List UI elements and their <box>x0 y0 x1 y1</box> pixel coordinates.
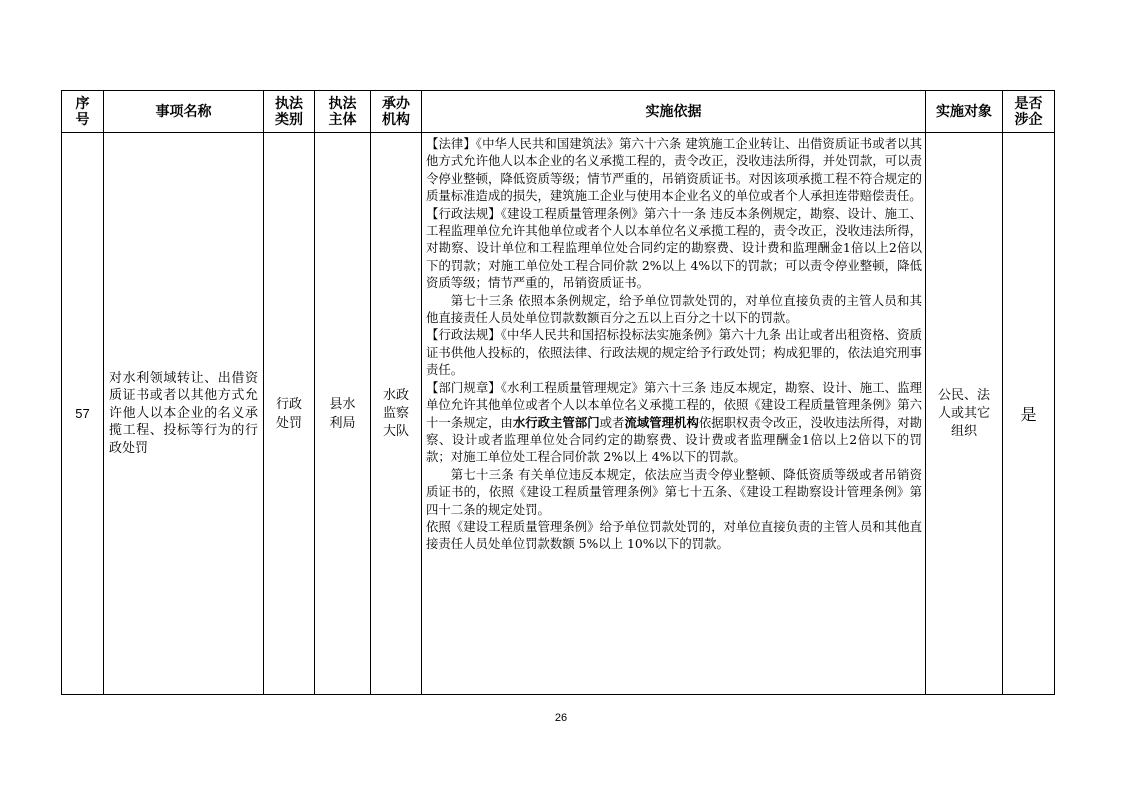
table-row <box>62 133 1055 695</box>
header-enterprise: 是否涉企 <box>1003 91 1055 133</box>
row-seq: 57 <box>62 133 104 695</box>
header-subject: 执法主体 <box>315 91 371 133</box>
basis-rule-text-d: 依据职权责令改正，没收违法所得，对勘察、设计或者监理单位处合同约定的勘察费、设计费或者监理酬金1倍以上2倍以下的罚款；对施工单位处工程合同价款 2%以上 4%以下的罚款。 <box>426 414 923 465</box>
table-header-row <box>62 91 1055 133</box>
row-agency: 水政监察大队 <box>371 133 422 695</box>
page-number: 26 <box>554 712 568 724</box>
basis-law-paragraph: 【法律】《中华人民共和国建筑法》第六十六条 建筑施工企业转让、出借资质证书或者以其他方式允许他人以本企业的名义承揽工程的，责令改正，没收违法所得，并处罚款，可以责令停业整顿，降低资质等级；情节严重的，吊销资质证书。对因该项承揽工程不符合规定的质量标准造成的损失，建筑施工企业与使用本企业名义的单位或者个人承担连带赔偿责任。 <box>426 136 922 204</box>
header-seq: 序号 <box>62 91 104 133</box>
basis-rule-bold-authority: 水行政主管部门 <box>512 414 600 430</box>
basis-regulation-paragraph: 【行政法规】《建设工程质量管理条例》第六十一条 违反本条例规定，勘察、设计、施工、工程监理单位允许其他单位或者个人以本单位名义承揽工程的，责令改正，没收违法所得，对勘察、设计单位和工程监理单位处合同约定的勘察费、设计费和监理酬金1倍以上2倍以下的罚款；对施工单位处工程合同价款 2%以上 4%以下的罚款；可以责令停业整顿，降低资质等级；情节严重的，吊销资质证书。 <box>426 205 922 291</box>
row-target: 公民、法人或其它组织 <box>926 133 1003 695</box>
enforcement-items-table <box>61 90 1055 695</box>
row-subject: 县水利局 <box>315 133 371 695</box>
basis-fine-paragraph: 依照《建设工程质量管理条例》给予单位罚款处罚的，对单位直接负责的主管人员和其他直接责任人员处单位罚款数额 5%以上 10%以下的罚款。 <box>426 518 922 552</box>
basis-departmental-rule-paragraph <box>426 379 922 466</box>
basis-rule-article-73-paragraph: 第七十三条 有关单位违反本规定，依法应当责令停业整顿、降低资质等级或者吊销资质证书的，依照《建设工程质量管理条例》第七十五条、《建设工程勘察设计管理条例》第四十二条的规定处罚。 <box>426 466 922 517</box>
header-basis: 实施依据 <box>422 91 926 133</box>
header-agency: 承办机构 <box>371 91 422 133</box>
basis-rule-text-a: 【部门规章】《水利工程质量管理规定》第六十三条 违反本规定，勘察、设计、施工、监理单位允许其他单位或者个人以本单位名义承揽工程的，依照《建设工程质量管理条例》第六十一条规定，由 <box>426 379 922 430</box>
header-target: 实施对象 <box>926 91 1003 133</box>
row-enterprise: 是 <box>1003 133 1055 695</box>
row-item-name: 对水利领域转让、出借资质证书或者以其他方式允许他人以本企业的名义承揽工程、投标等行为的行政处罚 <box>104 133 264 695</box>
basis-rule-bold-agency: 流域管理机构 <box>624 414 699 430</box>
row-basis <box>422 133 926 695</box>
row-category: 行政处罚 <box>264 133 315 695</box>
basis-bidding-regulation-paragraph: 【行政法规】《中华人民共和国招标投标法实施条例》第六十九条 出让或者出租资格、资质证书供他人投标的，依照法律、行政法规的规定给予行政处罚；构成犯罪的，依法追究刑事责任。 <box>426 327 922 378</box>
header-category: 执法类别 <box>264 91 315 133</box>
basis-rule-text-c: 或者 <box>599 414 625 430</box>
basis-article-73-paragraph: 第七十三条 依照本条例规定，给予单位罚款处罚的，对单位直接负责的主管人员和其他直接责任人员处单位罚款数额百分之五以上百分之十以下的罚款。 <box>426 292 922 326</box>
header-item-name: 事项名称 <box>104 91 264 133</box>
